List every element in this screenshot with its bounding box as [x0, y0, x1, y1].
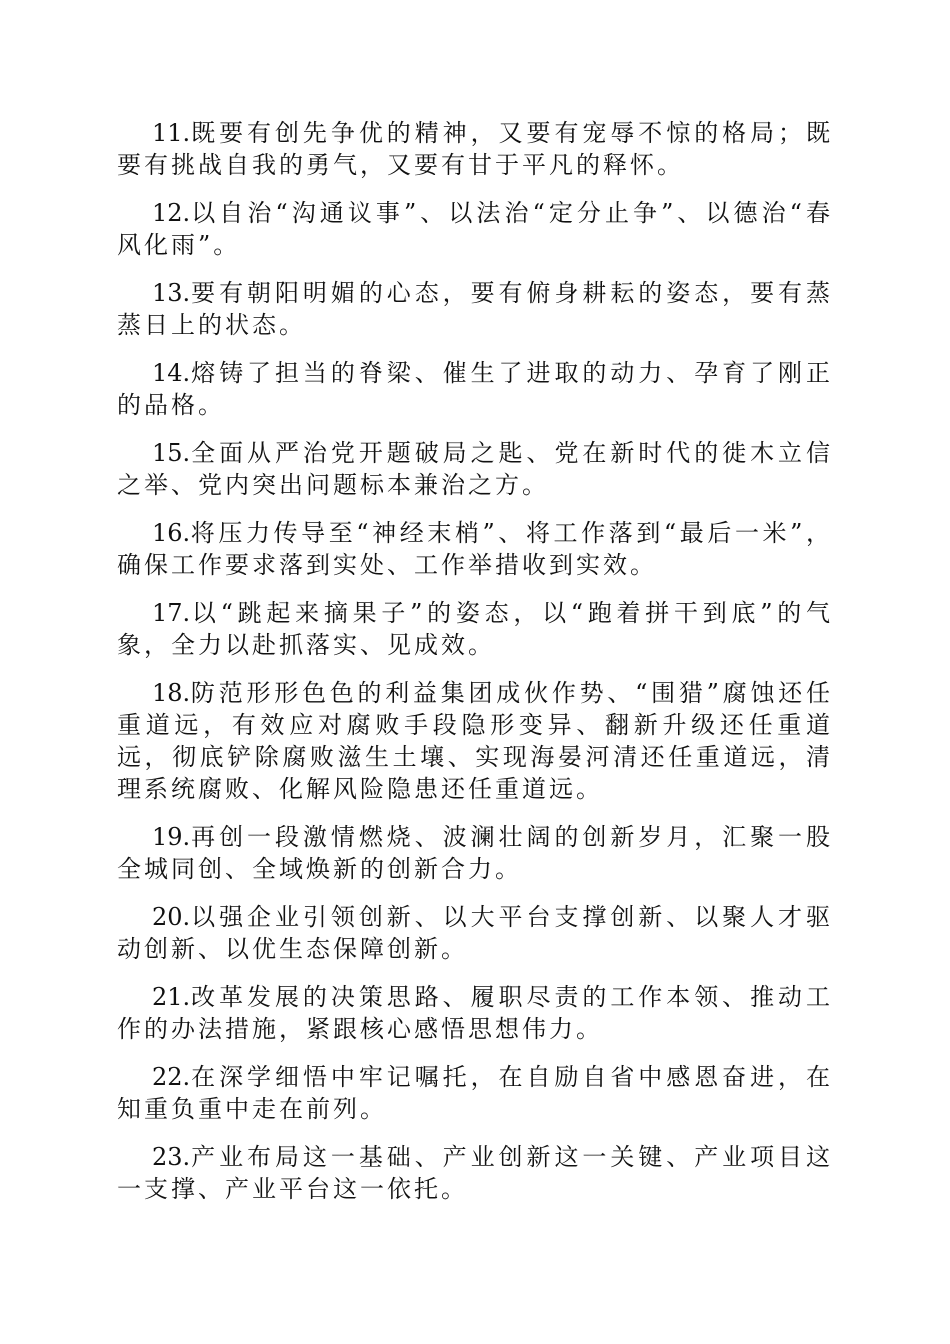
paragraph-17 [117, 597, 833, 661]
paragraph-text: 要有朝阳明媚的心态，要有俯身耕耘的姿态，要有蒸蒸日上的状态。 [117, 279, 833, 339]
paragraph-number: 11. [152, 119, 191, 147]
paragraph-19 [117, 821, 833, 885]
document-body [117, 117, 833, 1221]
paragraph-13 [117, 277, 833, 341]
paragraph-text: 熔铸了担当的脊梁、催生了进取的动力、孕育了刚正的品格。 [117, 359, 833, 419]
paragraph-number: 12. [152, 199, 191, 227]
paragraph-16 [117, 517, 833, 581]
paragraph-number: 22. [152, 1063, 191, 1091]
paragraph-text: 改革发展的决策思路、履职尽责的工作本领、推动工作的办法措施，紧跟核心感悟思想伟力。 [117, 983, 833, 1043]
paragraph-14 [117, 357, 833, 421]
paragraph-text: 产业布局这一基础、产业创新这一关键、产业项目这一支撑、产业平台这一依托。 [117, 1143, 833, 1203]
paragraph-text: 既要有创先争优的精神，又要有宠辱不惊的格局；既要有挑战自我的勇气，又要有甘于平凡的释怀。 [117, 119, 833, 179]
paragraph-number: 17. [152, 599, 191, 627]
paragraph-number: 14. [152, 359, 191, 387]
paragraph-20 [117, 901, 833, 965]
paragraph-11 [117, 117, 833, 181]
paragraph-text: 全面从严治党开题破局之匙、党在新时代的徙木立信之举、党内突出问题标本兼治之方。 [117, 439, 833, 499]
paragraph-number: 15. [152, 439, 191, 467]
paragraph-number: 13. [152, 279, 191, 307]
paragraph-text: 将压力传导至“神经末梢”、将工作落到“最后一米”，确保工作要求落到实处、工作举措收到实效。 [117, 519, 833, 579]
paragraph-number: 19. [152, 823, 191, 851]
paragraph-22 [117, 1061, 833, 1125]
paragraph-text: 防范形形色色的利益集团成伙作势、“围猎”腐蚀还任重道远，有效应对腐败手段隐形变异、翻新升级还任重道远，彻底铲除腐败滋生土壤、实现海晏河清还任重道远，清理系统腐败、化解风险隐患还任重道远。 [117, 679, 833, 803]
paragraph-15 [117, 437, 833, 501]
paragraph-23 [117, 1141, 833, 1205]
paragraph-21 [117, 981, 833, 1045]
paragraph-18 [117, 677, 833, 805]
paragraph-number: 21. [152, 983, 191, 1011]
paragraph-12 [117, 197, 833, 261]
paragraph-text: 以自治“沟通议事”、以法治“定分止争”、以德治“春风化雨”。 [117, 199, 833, 259]
paragraph-text: 再创一段激情燃烧、波澜壮阔的创新岁月，汇聚一股全城同创、全域焕新的创新合力。 [117, 823, 833, 883]
paragraph-number: 18. [152, 679, 191, 707]
paragraph-text: 以强企业引领创新、以大平台支撑创新、以聚人才驱动创新、以优生态保障创新。 [117, 903, 833, 963]
paragraph-number: 23. [152, 1143, 191, 1171]
paragraph-text: 以“跳起来摘果子”的姿态，以“跑着拼干到底”的气象，全力以赴抓落实、见成效。 [117, 599, 833, 659]
paragraph-text: 在深学细悟中牢记嘱托，在自励自省中感恩奋进，在知重负重中走在前列。 [117, 1063, 833, 1123]
paragraph-number: 16. [152, 519, 191, 547]
paragraph-number: 20. [152, 903, 191, 931]
